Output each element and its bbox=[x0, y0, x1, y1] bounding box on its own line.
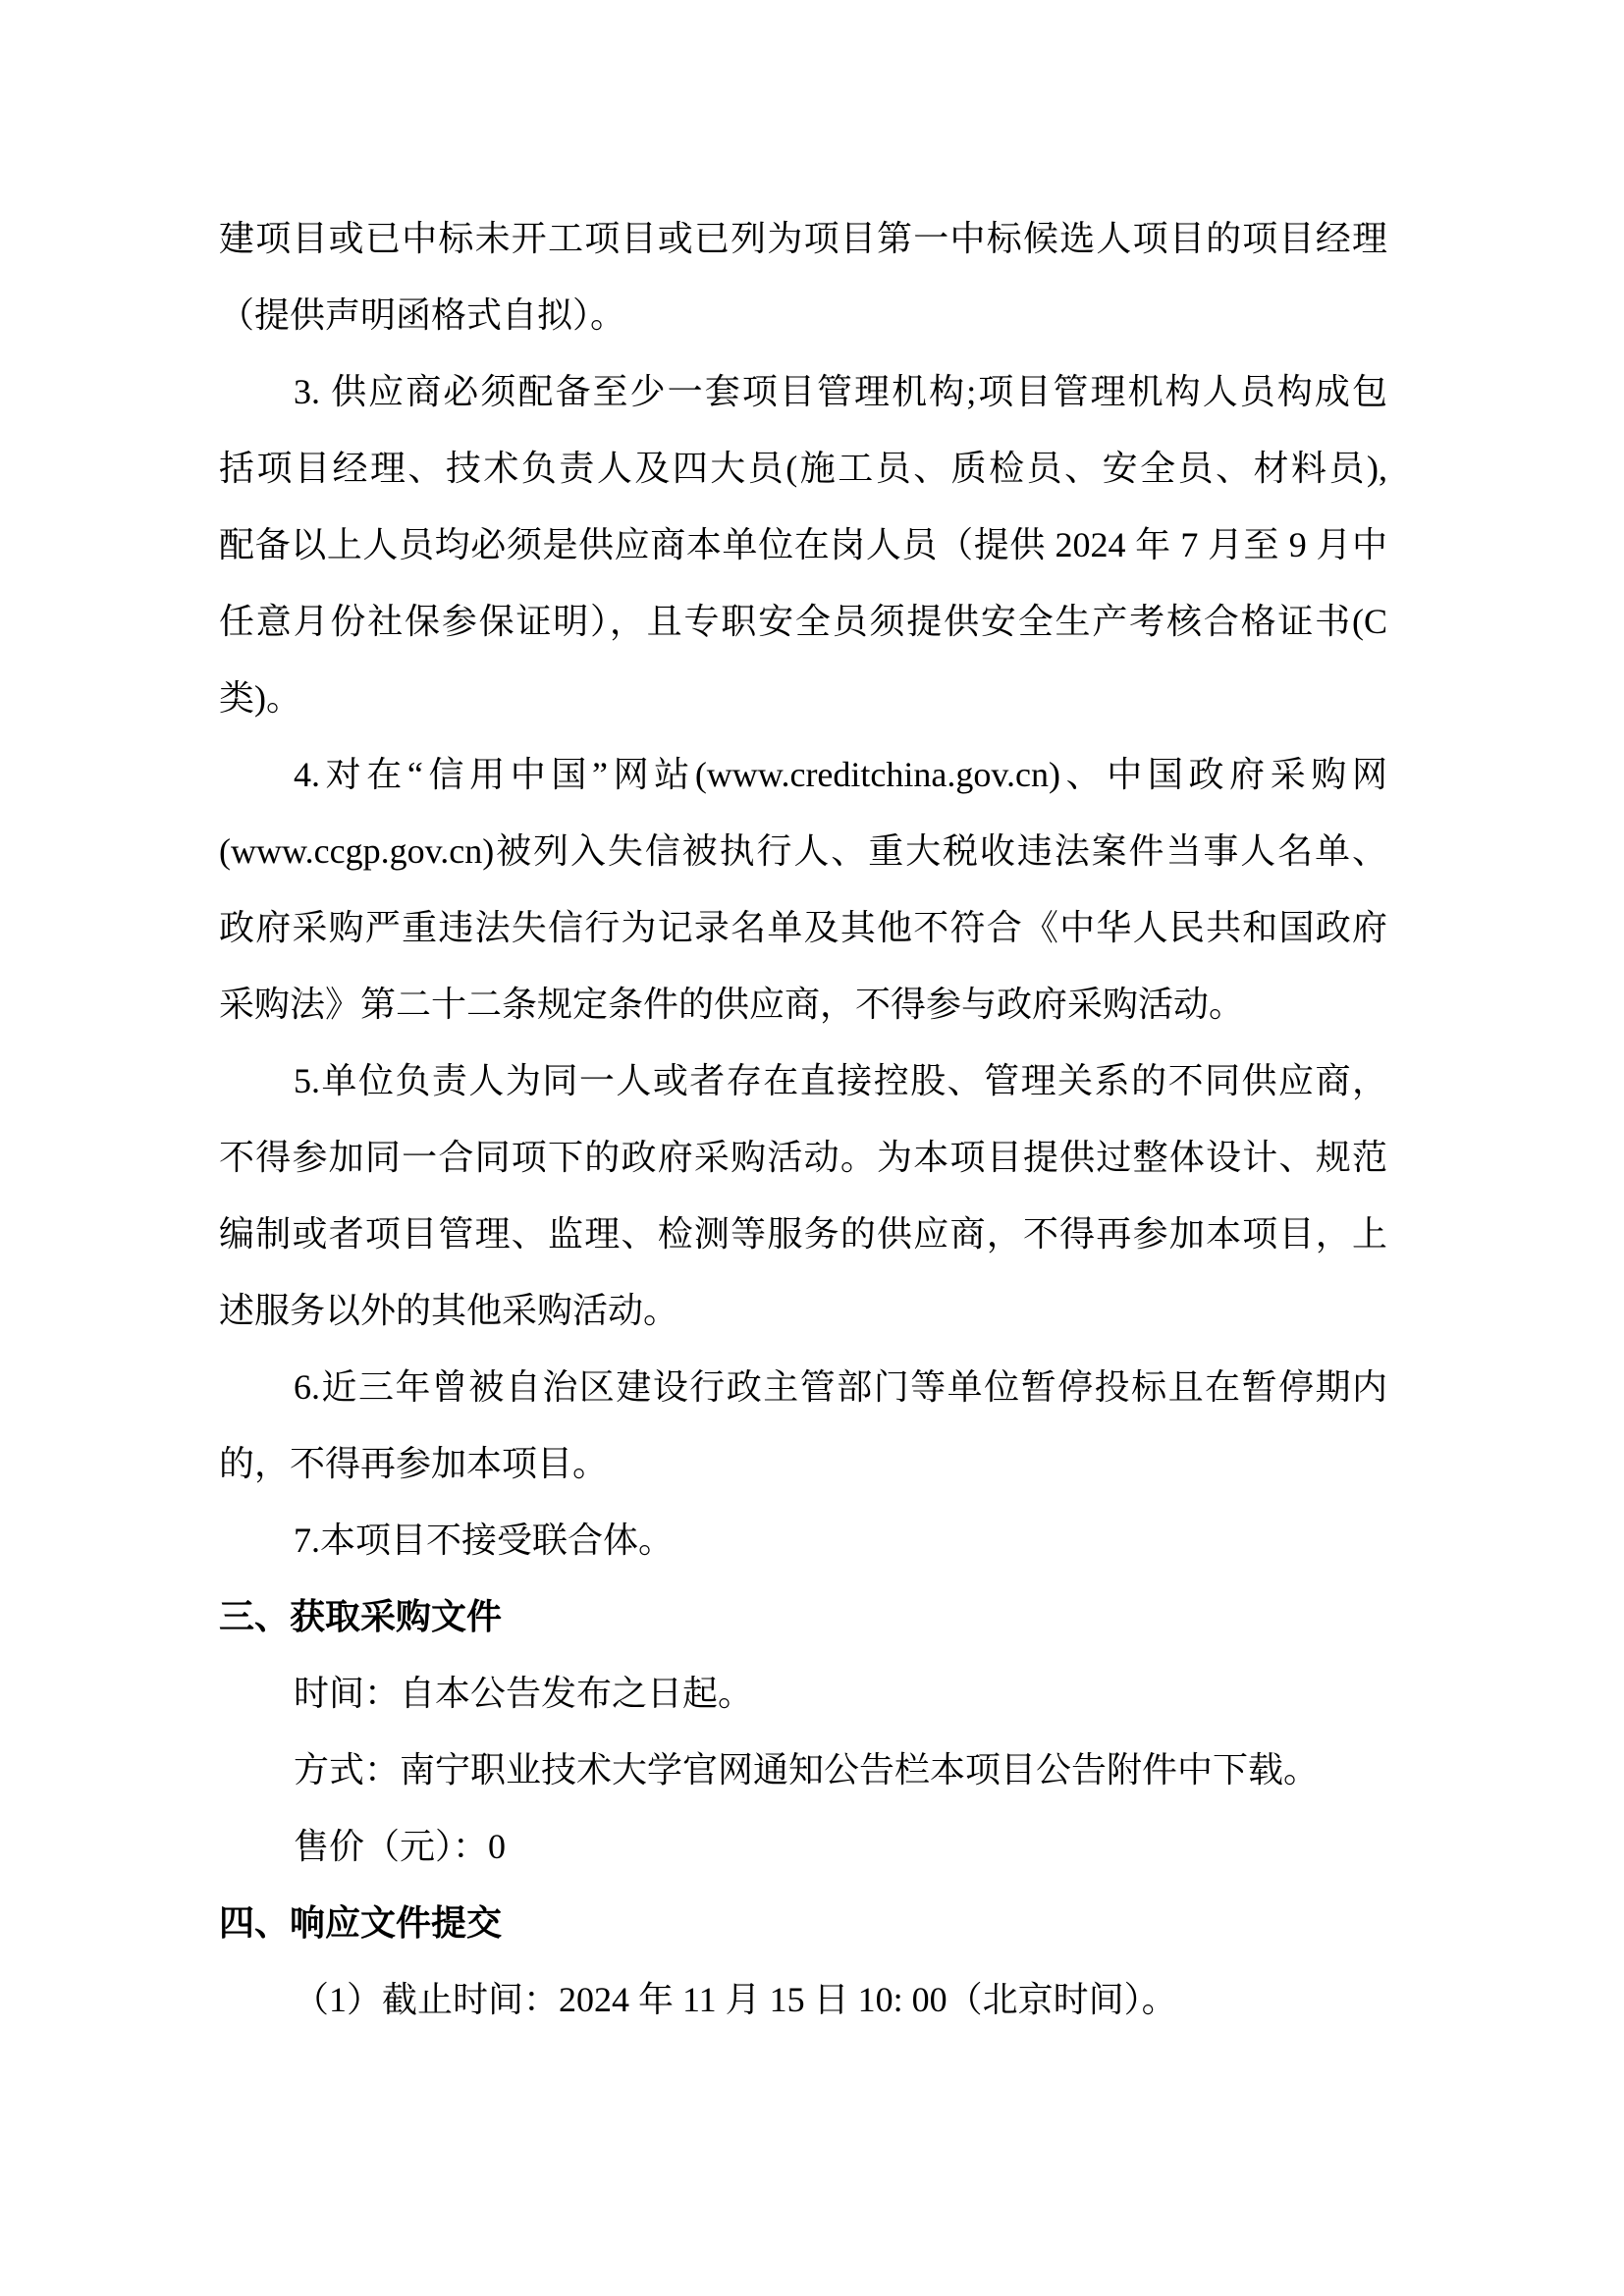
text-line: 4.对在“信用中国”网站(www.creditchina.gov.cn)、中国政府采购网 bbox=[294, 755, 1387, 794]
text-line: （提供声明函格式自拟）。 bbox=[219, 295, 626, 335]
text-line: (www.ccgp.gov.cn)被列入失信被执行人、重大税收违法案件当事人名单、 bbox=[219, 831, 1387, 871]
text-line: 5.单位负责人为同一人或者存在直接控股、管理关系的不同供应商， bbox=[294, 1061, 1387, 1100]
text-line: 时间：自本公告发布之日起。 bbox=[294, 1674, 754, 1713]
text-line: 采购法》第二十二条规定条件的供应商，不得参与政府采购活动。 bbox=[219, 985, 1245, 1024]
section-heading: 四、响应文件提交 bbox=[219, 1903, 503, 1943]
text-line: 方式：南宁职业技术大学官网通知公告栏本项目公告附件中下载。 bbox=[294, 1750, 1320, 1789]
text-line: 6.近三年曾被自治区建设行政主管部门等单位暂停投标且在暂停期内 bbox=[294, 1367, 1387, 1407]
text-line: 配备以上人员均必须是供应商本单位在岗人员（提供 2024 年 7 月至 9 月中 bbox=[219, 525, 1387, 564]
text-line: 建项目或已中标未开工项目或已列为项目第一中标候选人项目的项目经理 bbox=[219, 219, 1387, 258]
text-line: 任意月份社保参保证明），且专职安全员须提供安全生产考核合格证书(C bbox=[219, 602, 1387, 641]
text-line: 编制或者项目管理、监理、检测等服务的供应商，不得再参加本项目，上 bbox=[219, 1214, 1387, 1254]
text-line: 类)。 bbox=[219, 678, 301, 718]
text-line: 3. 供应商必须配备至少一套项目管理机构;项目管理机构人员构成包 bbox=[294, 372, 1387, 411]
text-line: 售价（元）：0 bbox=[294, 1827, 507, 1866]
section-heading: 三、获取采购文件 bbox=[219, 1597, 503, 1636]
text-line: 述服务以外的其他采购活动。 bbox=[219, 1291, 679, 1330]
text-line: 不得参加同一合同项下的政府采购活动。为本项目提供过整体设计、规范 bbox=[219, 1138, 1387, 1177]
text-line: （1）截止时间：2024 年 11 月 15 日 10: 00（北京时间）。 bbox=[294, 1980, 1177, 2019]
text-line: 7.本项目不接受联合体。 bbox=[294, 1521, 675, 1560]
text-line: 括项目经理、技术负责人及四大员(施工员、质检员、安全员、材料员), bbox=[219, 449, 1387, 488]
text-line: 的，不得再参加本项目。 bbox=[219, 1444, 609, 1483]
text-line: 政府采购严重违法失信行为记录名单及其他不符合《中华人民共和国政府 bbox=[219, 908, 1387, 947]
